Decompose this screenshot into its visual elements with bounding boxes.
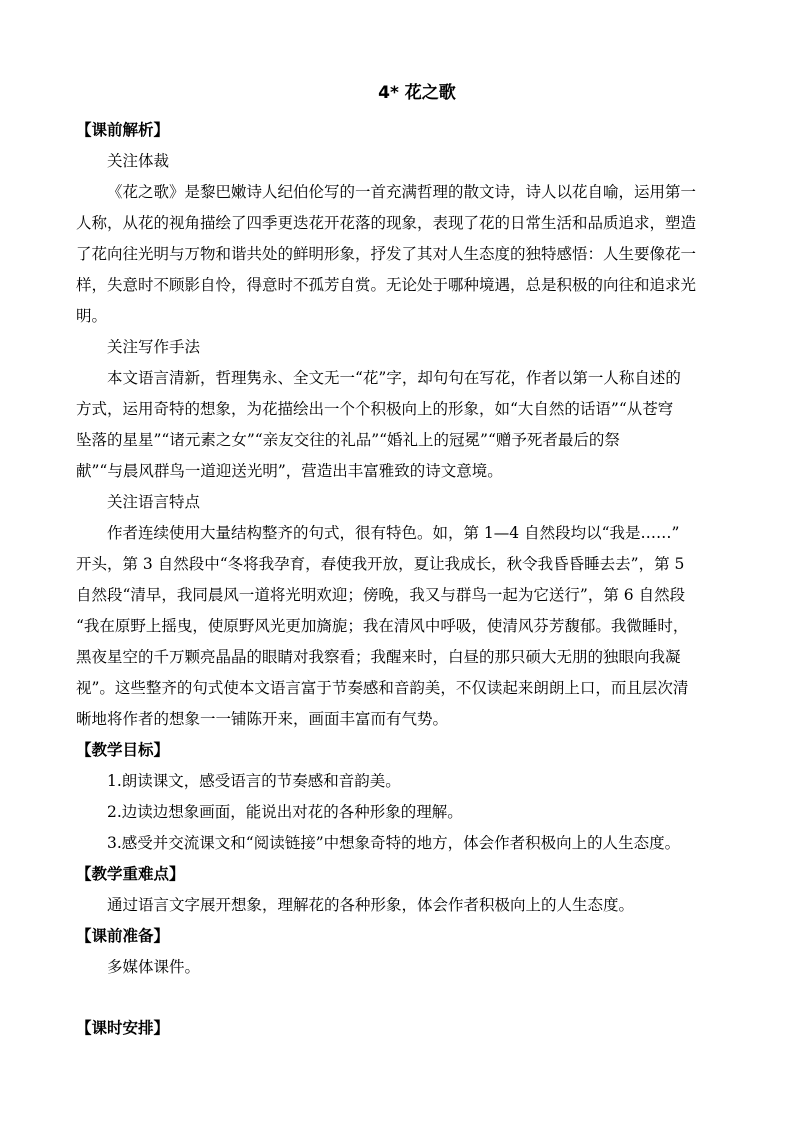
objective-item: 3.感受并交流课文和“阅读链接”中想象奇特的地方，体会作者积极向上的人生态度。 — [107, 834, 681, 852]
paragraph-line: 晰地将作者的想象一一铺陈开来，画面丰富而有气势。 — [76, 710, 449, 728]
preparation-text: 多媒体课件。 — [107, 958, 201, 976]
paragraph-line: 样，失意时不顾影自怜，得意时不孤芳自赏。无论处于哪种境遇，总是积极的向往和追求光 — [76, 276, 697, 294]
section-heading-preparation: 【课前准备】 — [76, 927, 170, 945]
page-title: 4* 花之歌 — [378, 83, 456, 103]
paragraph-line: 作者连续使用大量结构整齐的句式，很有特色。如，第 1—4 自然段均以“我是……” — [107, 524, 680, 542]
paragraph-line: 开头，第 3 自然段中“冬将我孕育，春使我开放，夏让我成长，秋令我昏昏睡去去”，第 5 — [76, 555, 685, 573]
paragraph-line: 了花向往光明与万物和谐共处的鲜明形象，抒发了其对人生态度的独特感悟：人生要像花一 — [76, 245, 697, 263]
paragraph-line: 黑夜星空的千万颗亮晶晶的眼睛对我察看；我醒来时，白昼的那只硕大无朋的独眼向我凝 — [76, 648, 681, 666]
paragraph-line: 献”“与晨风群鸟一道迎送光明”，营造出丰富雅致的诗文意境。 — [76, 462, 503, 480]
objective-item: 1.朗读课文，感受语言的节奏感和音韵美。 — [107, 772, 401, 790]
paragraph-line: 方式，运用奇特的想象，为花描绘出一个个积极向上的形象，如“大自然的话语”“从苍穹 — [76, 400, 674, 418]
paragraph-line: 《花之歌》是黎巴嫩诗人纪伯伦写的一首充满哲理的散文诗，诗人以花自喻，运用第一 — [107, 183, 697, 201]
objective-item: 2.边读边想象画面，能说出对花的各种形象的理解。 — [107, 803, 463, 821]
paragraph-line: “我在原野上摇曳，使原野风光更加旖旎；我在清风中呼吸，使清风芬芳馥郁。我微睡时， — [76, 617, 689, 635]
paragraph-line: 人称，从花的视角描绘了四季更迭花开花落的现象，表现了花的日常生活和品质追求，塑造 — [76, 214, 697, 232]
paragraph-line: 视”。这些整齐的句式使本文语言富于节奏感和音韵美，不仅读起来朗朗上口，而且层次清 — [76, 679, 689, 697]
paragraph-line: 明。 — [76, 307, 108, 325]
section-heading-key-points: 【教学重难点】 — [76, 865, 185, 883]
paragraph-line: 本文语言清新，哲理隽永、全文无一“花”字，却句句在写花，作者以第一人称自述的 — [107, 369, 681, 387]
paragraph-line: 坠落的星星”“诸元素之女”“亲友交往的礼品”“婚礼上的冠冕”“赠予死者最后的祭 — [76, 431, 620, 449]
subheading-language: 关注语言特点 — [107, 493, 201, 511]
section-heading-objectives: 【教学目标】 — [76, 741, 170, 759]
section-heading-schedule: 【课时安排】 — [76, 1019, 170, 1037]
subheading-technique: 关注写作手法 — [107, 338, 201, 356]
section-heading-pre-analysis: 【课前解析】 — [76, 121, 170, 139]
key-points-text: 通过语言文字展开想象，理解花的各种形象，体会作者积极向上的人生态度。 — [107, 896, 635, 914]
paragraph-line: 自然段“清早，我同晨风一道将光明欢迎；傍晚，我又与群鸟一起为它送行”，第 6 自然段 — [76, 586, 686, 604]
subheading-genre: 关注体裁 — [107, 152, 170, 170]
